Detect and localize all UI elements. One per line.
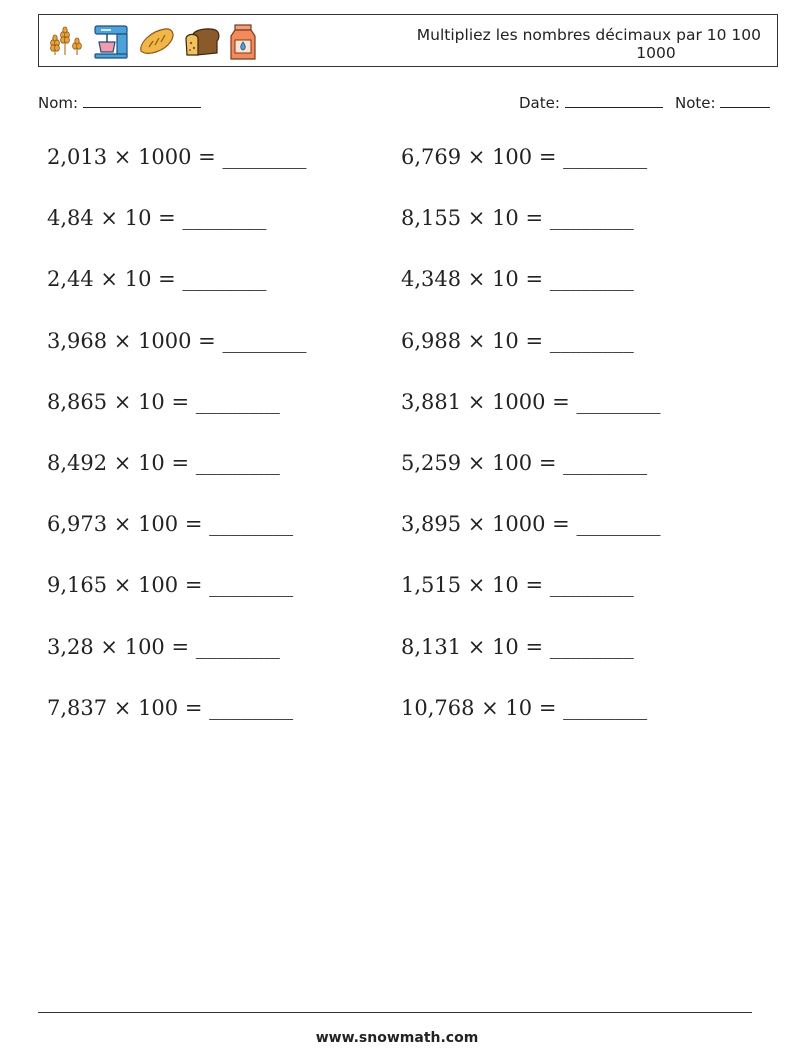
wheat-icon <box>45 25 85 59</box>
problem-item: 1,515 × 10 = ________ <box>401 573 634 598</box>
note-blank[interactable] <box>720 95 770 108</box>
problem-item: 4,84 × 10 = ________ <box>47 206 267 231</box>
problem-item: 10,768 × 10 = ________ <box>401 695 648 720</box>
problem-row <box>47 329 767 390</box>
name-blank[interactable] <box>83 95 201 108</box>
name-label: Nom: <box>38 94 79 112</box>
problem-item: 2,44 × 10 = ________ <box>47 267 267 292</box>
problem-grid <box>47 145 767 757</box>
problem-item: 2,013 × 1000 = ________ <box>47 145 307 169</box>
icon-strip <box>45 23 257 61</box>
problem-row <box>47 512 767 573</box>
problem-item: 6,973 × 100 = ________ <box>47 512 294 537</box>
problem-item: 6,769 × 100 = ________ <box>401 145 648 169</box>
problem-row <box>47 390 767 451</box>
problem-item: 7,837 × 100 = ________ <box>47 695 294 720</box>
note-label: Note: <box>675 94 716 112</box>
title-line-1: Multipliez les nombres décimaux par 10 100 <box>416 26 761 44</box>
problem-item: 6,988 × 10 = ________ <box>401 328 634 353</box>
worksheet-title <box>401 26 761 62</box>
note-field <box>675 94 770 112</box>
bread-loaf-icon <box>183 25 221 59</box>
date-field <box>519 94 663 112</box>
problem-item: 9,165 × 100 = ________ <box>47 573 294 598</box>
problem-item: 3,881 × 1000 = ________ <box>401 389 661 414</box>
problem-row <box>47 451 767 512</box>
problem-item: 5,259 × 100 = ________ <box>401 450 648 475</box>
problem-row <box>47 635 767 696</box>
milk-carton-icon <box>229 23 257 61</box>
problem-row <box>47 573 767 634</box>
header-box <box>38 14 778 67</box>
baguette-icon <box>137 25 175 59</box>
problem-row <box>47 206 767 267</box>
mixer-icon <box>93 24 129 60</box>
problem-item: 8,155 × 10 = ________ <box>401 206 634 231</box>
date-blank[interactable] <box>565 95 663 108</box>
problem-row <box>47 696 767 757</box>
problem-item: 3,28 × 100 = ________ <box>47 634 280 659</box>
problem-row <box>47 145 767 206</box>
date-label: Date: <box>519 94 560 112</box>
footer-divider <box>38 1012 752 1013</box>
problem-item: 4,348 × 10 = ________ <box>401 267 634 292</box>
title-line-2: 1000 <box>636 44 676 62</box>
problem-item: 8,865 × 10 = ________ <box>47 389 280 414</box>
footer-site[interactable]: www.snowmath.com <box>315 1030 479 1046</box>
problem-item: 3,968 × 1000 = ________ <box>47 328 307 353</box>
problem-item: 8,131 × 10 = ________ <box>401 634 634 659</box>
problem-row <box>47 267 767 328</box>
problem-item: 8,492 × 10 = ________ <box>47 450 280 475</box>
name-field <box>38 94 201 112</box>
problem-item: 3,895 × 1000 = ________ <box>401 512 661 537</box>
